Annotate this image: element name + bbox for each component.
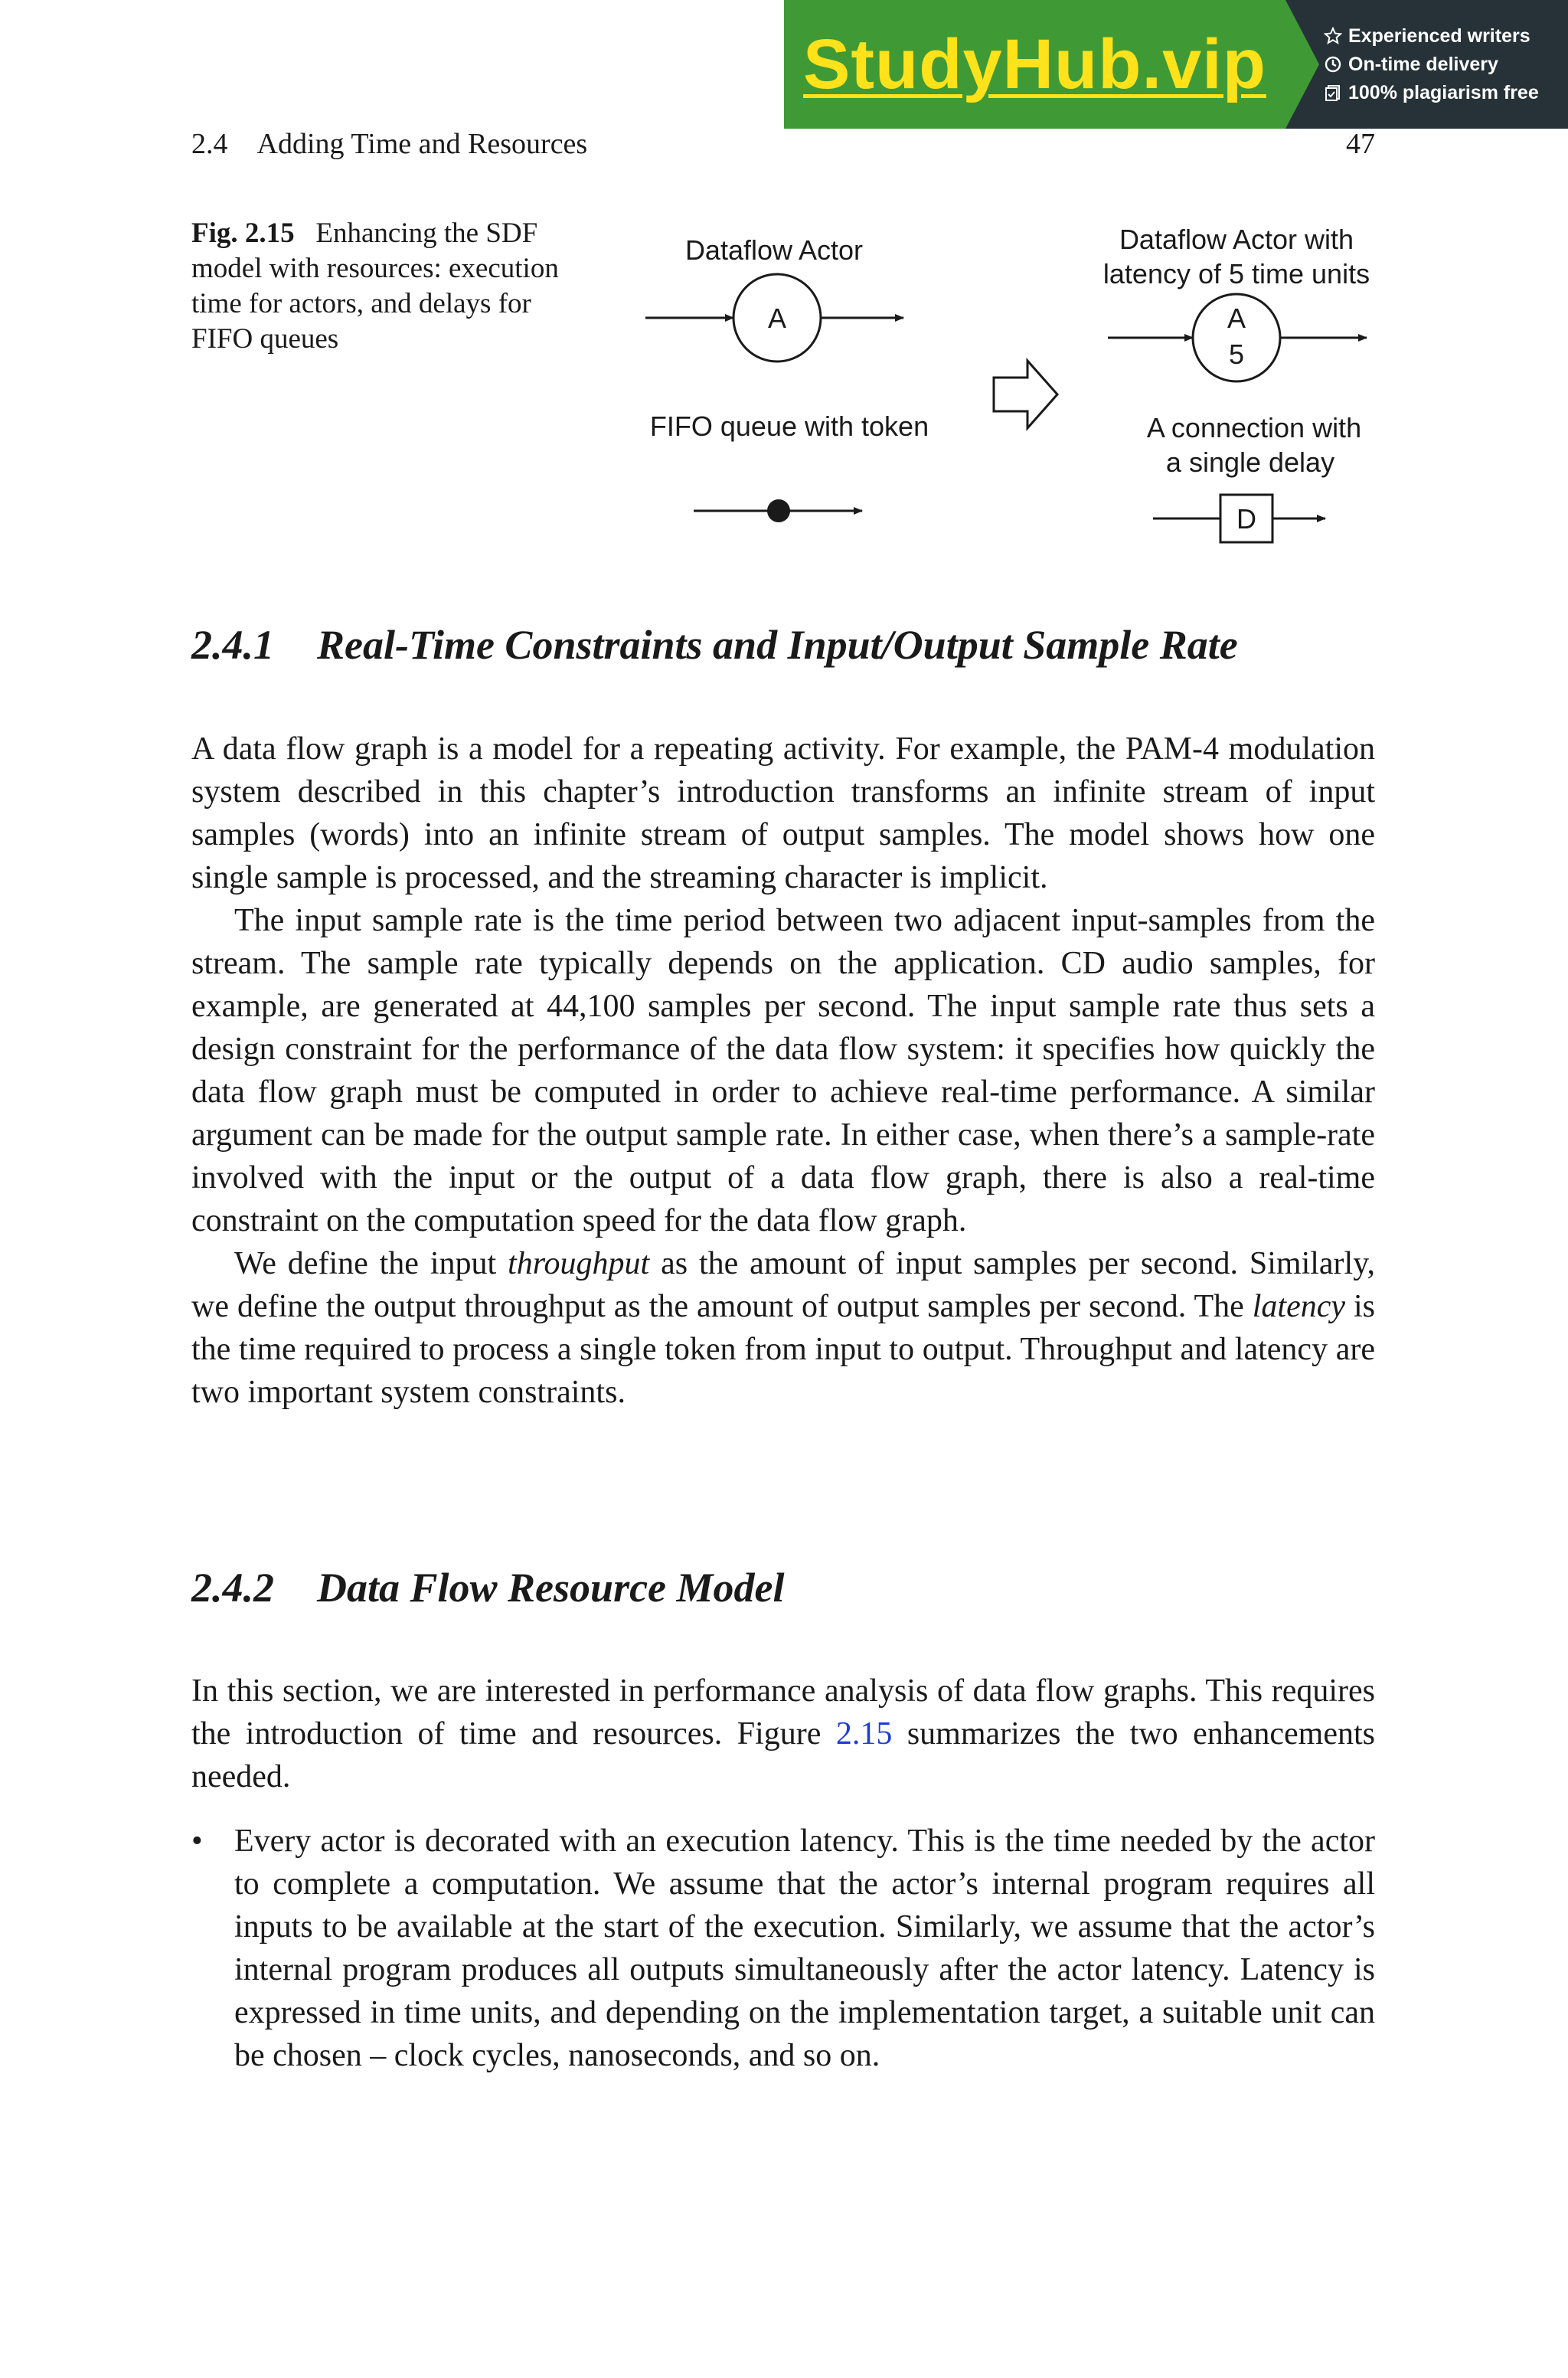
term-throughput: throughput xyxy=(508,1246,650,1281)
section-heading-2-4-1 xyxy=(191,620,1238,669)
figure-label: Fig. 2.15 xyxy=(191,218,295,249)
section-2-4-2-body xyxy=(191,1670,1375,2077)
perk-on-time-delivery: On-time delivery xyxy=(1324,54,1568,76)
label-latency-title-2: latency of 5 time units xyxy=(1102,258,1370,289)
figure-diagram xyxy=(0,0,1568,582)
section-number: 2.4.2 xyxy=(191,1565,274,1611)
running-head-title: Adding Time and Resources xyxy=(256,128,588,160)
paragraph: In this section, we are interested in performance analysis of data flow graphs. This requires the introduction of time and resources. Figure 2.15 summarizes the two enhancements needed. xyxy=(191,1673,1376,1794)
label-latency-title-1: Dataflow Actor with xyxy=(1119,224,1354,255)
perk-plagiarism-free: 100% plagiarism free xyxy=(1324,82,1568,104)
label-delay-title-1: A connection with xyxy=(1146,412,1362,443)
paragraph: We define the input throughput as the amount of input samples per second. Similarly, we define the output throughput as the amount of output samples per second. The latency is the time required to process a single token from input to output. Throughput and latency are two important system constraints. xyxy=(191,1246,1376,1410)
brand-logo[interactable]: StudyHub.vip xyxy=(803,25,1266,103)
transform-arrow-icon xyxy=(994,361,1057,428)
section-title: Data Flow Resource Model xyxy=(317,1565,785,1611)
page-number: 47 xyxy=(1346,128,1375,160)
perk-experienced-writers: Experienced writers xyxy=(1324,25,1568,47)
running-head-section: 2.4 xyxy=(191,128,228,160)
figure-caption-text: Enhancing the SDF model with resources: execution time for actors, and delays for FIFO queues xyxy=(191,218,559,355)
bullet-text: Every actor is decorated with an execution latency. This is the time needed by the actor to complete a computation. We assume that the actor’s internal program requires all inputs to be available at the start of the execution. Similarly, we assume that the actor’s internal program produces all outputs simultaneously after the actor latency. Latency is expressed in time units, and depending on the implementation target, a suitable unit can be chosen – clock cycles, nanoseconds, and so on. xyxy=(234,1824,1375,2073)
latency-node-name: A xyxy=(1227,303,1246,334)
bullet-marker: • xyxy=(191,1824,203,1859)
section-heading-2-4-2 xyxy=(191,1563,785,1612)
section-title: Real-Time Constraints and Input/Output Sample Rate xyxy=(317,622,1238,668)
label-dataflow-actor: Dataflow Actor xyxy=(684,234,864,266)
section-number: 2.4.1 xyxy=(191,622,274,668)
delay-box-label: D xyxy=(1236,503,1256,535)
section-2-4-1-body xyxy=(191,728,1375,1414)
list-item xyxy=(191,1820,1375,2077)
fifo-token xyxy=(767,499,790,522)
term-latency: latency xyxy=(1252,1289,1346,1324)
latency-node-value: 5 xyxy=(1228,339,1245,370)
figure-reference-link[interactable]: 2.15 xyxy=(835,1716,893,1752)
actor-node-label: A xyxy=(767,303,787,334)
label-delay-title-2: a single delay xyxy=(1165,446,1335,478)
paragraph: The input sample rate is the time period between two adjacent input-samples from the stream. The sample rate typically depends on the application. CD audio samples, for example, are generated at 44,100 samples per second. The input sample rate thus sets a design constraint for the performance of the data flow system: it specifies how quickly the data flow graph must be computed in order to achieve real-time performance. A similar argument can be made for the output sample rate. In either case, when there’s a sample-rate involved with the input or the output of a data flow graph, there is also a real-time constraint on the computation speed for the data flow graph. xyxy=(191,903,1375,1238)
paragraph: A data flow graph is a model for a repeating activity. For example, the PAM-4 modulation system described in this chapter’s introduction transforms an infinite stream of input samples (words) into an infinite stream of output samples. The model shows how one single sample is processed, and the streaming character is implicit. xyxy=(191,731,1375,895)
label-fifo-queue: FIFO queue with token xyxy=(649,411,929,442)
